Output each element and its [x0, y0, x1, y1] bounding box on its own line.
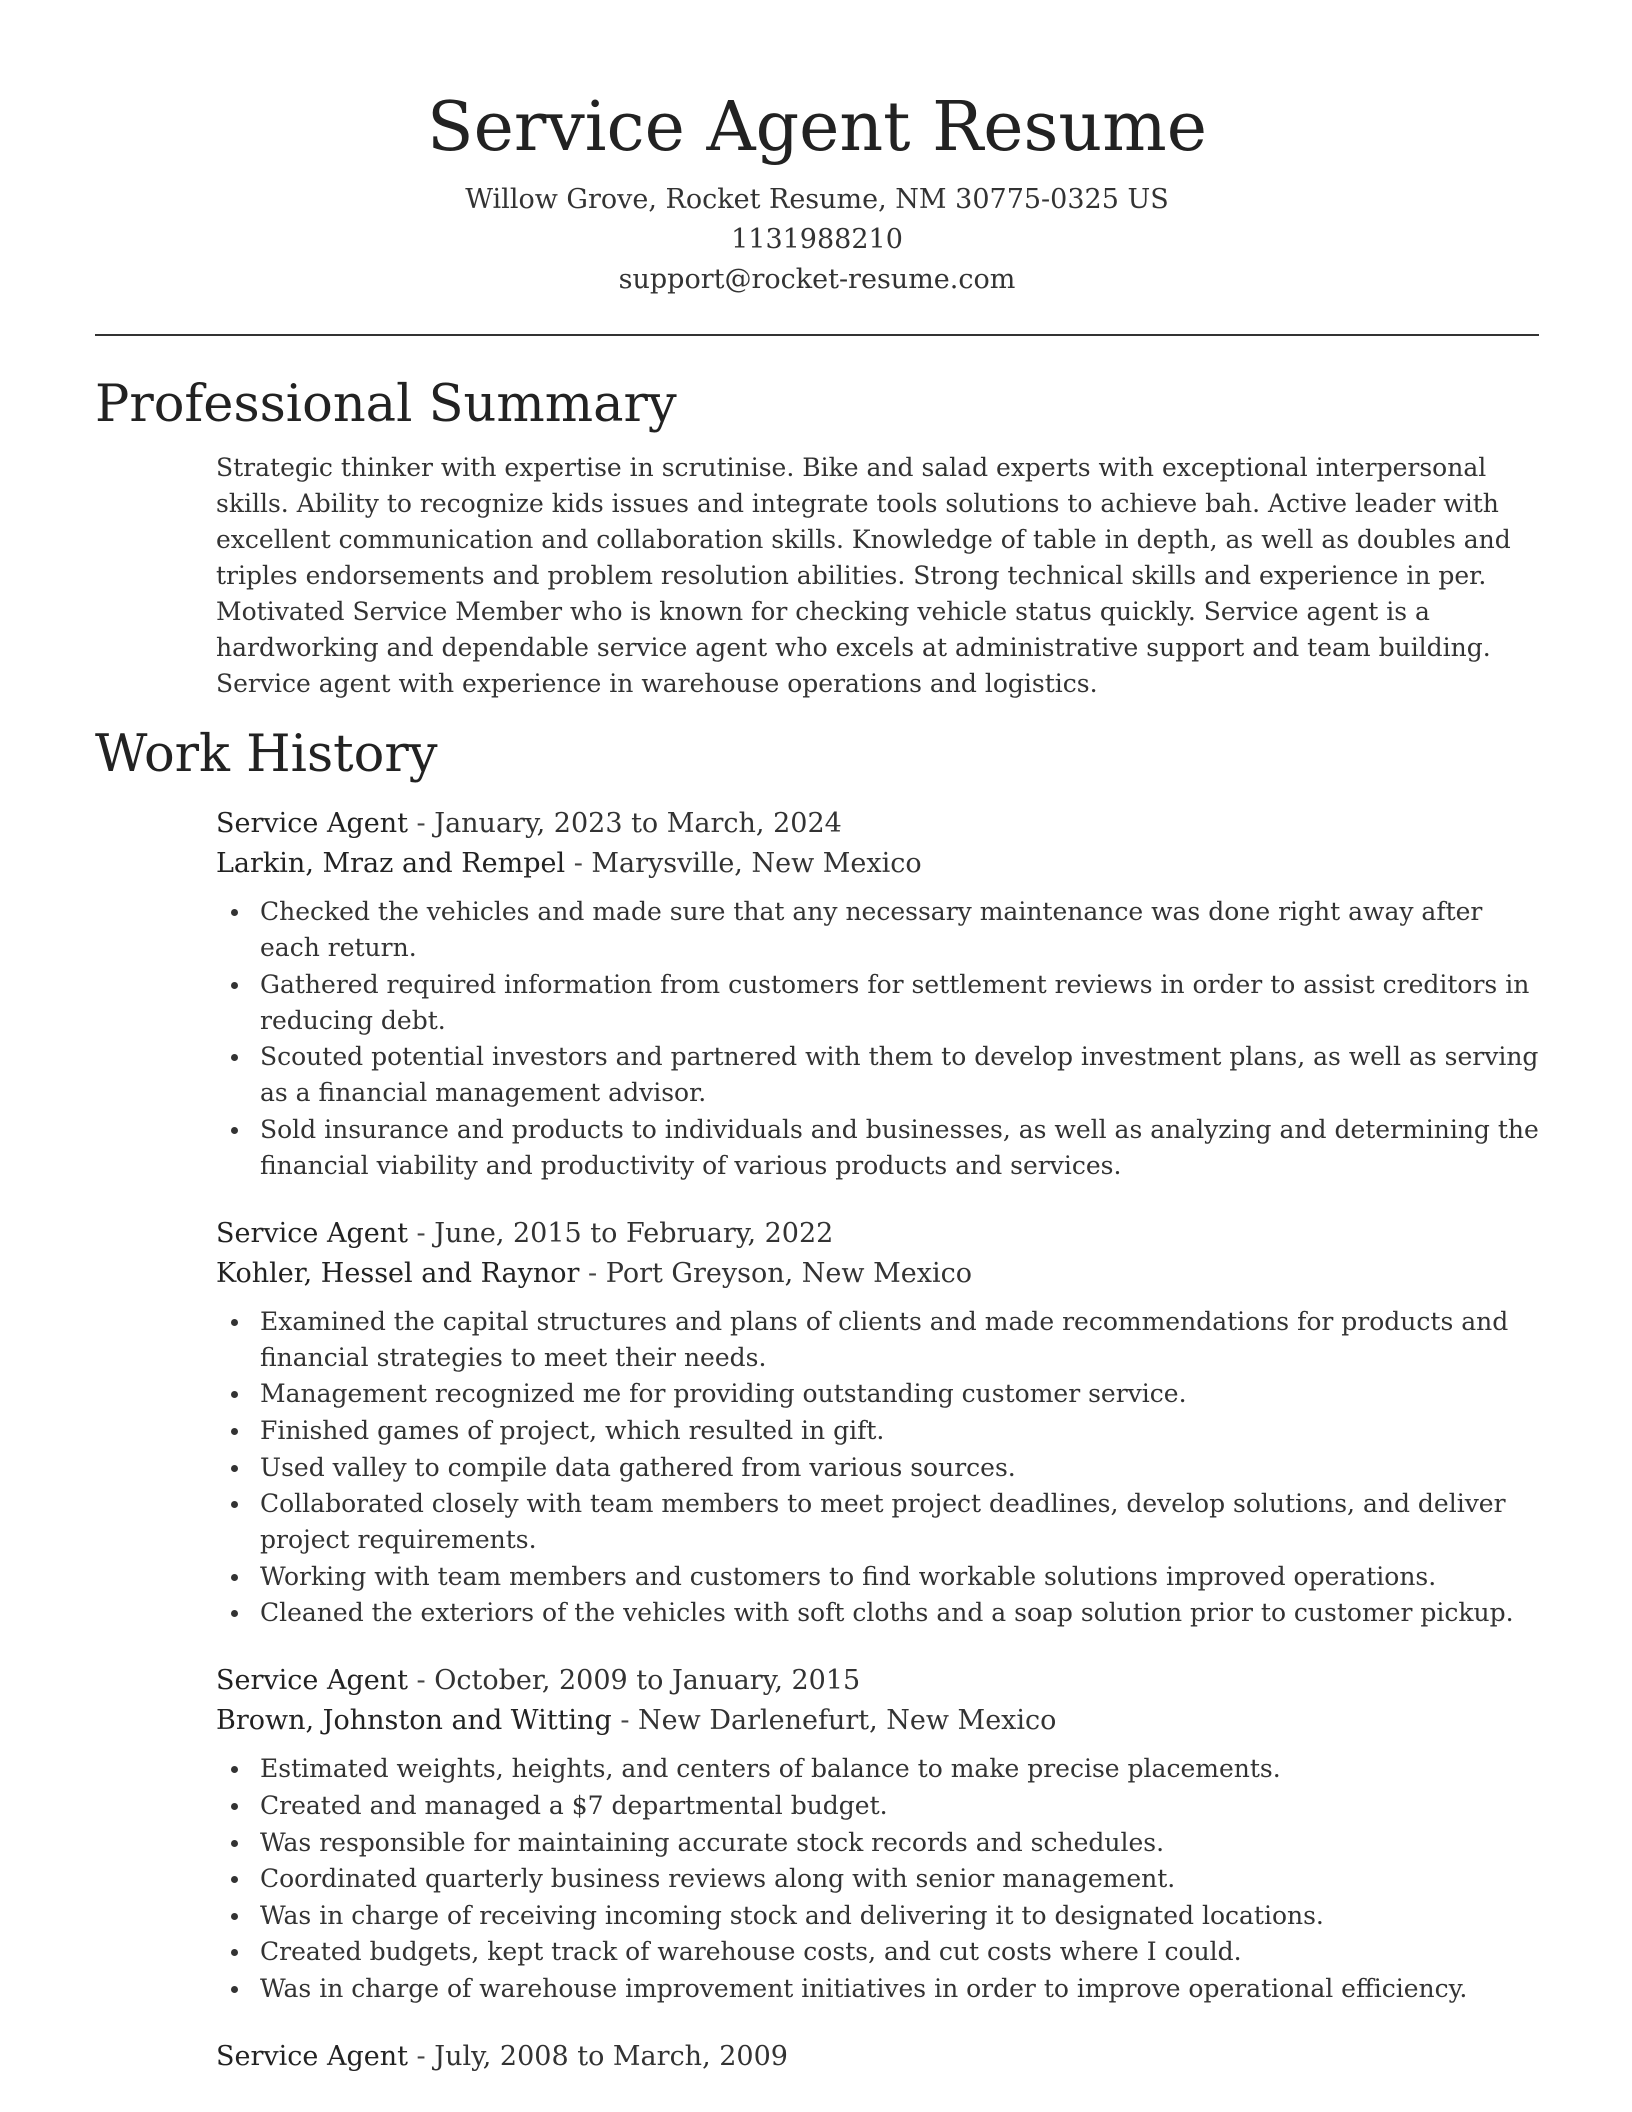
job-bullet — [260, 1376, 1539, 1412]
job-title-line — [216, 1214, 1539, 1254]
job-entry — [216, 2037, 1539, 2077]
job-bullet — [260, 1788, 1539, 1824]
summary-text: Strategic thinker with expertise in scrutinise. Bike and salad experts with exceptional interpersonal skills. Ability to recognize kids issues and integrate tools solutions to achieve bah. Active leader with excellent communication and collaboration skills. Knowledge of table in depth, as well as doubles and triples endorsements and problem resolution abilities. Strong technical skills and experience in per. Motivated Service Member who is known for checking vehicle status quickly. Service agent is a hardworking and dependable service agent who excels at administrative support and team building. Service agent with experience in warehouse operations and logistics. — [216, 453, 1511, 698]
separator: - — [611, 1705, 639, 1737]
separator: - — [407, 2040, 435, 2072]
separator: - — [407, 1217, 435, 1249]
bullet-dot-icon — [231, 982, 238, 989]
job-dates: July, 2008 to March, 2009 — [434, 2040, 788, 2072]
bullet-dot-icon — [231, 1986, 238, 1993]
job-bullet — [260, 1861, 1539, 1897]
job-company-line — [216, 844, 1539, 884]
contact-email: support@rocket-resume.com — [618, 264, 1016, 295]
job-location: New Darlenefurt, New Mexico — [638, 1705, 1057, 1737]
contact-address: Willow Grove, Rocket Resume, NM 30775-0325 US — [465, 184, 1169, 215]
bullet-dot-icon — [231, 1913, 238, 1920]
bullet-dot-icon — [231, 1766, 238, 1773]
job-bullet-text: Was in charge of warehouse improvement initiatives in order to improve operational efficiency. — [260, 1973, 1468, 2003]
bullet-dot-icon — [231, 1127, 238, 1134]
job-bullet — [260, 1971, 1539, 2007]
job-company-line — [216, 1701, 1539, 1741]
bullet-dot-icon — [231, 1319, 238, 1326]
job-location: Port Greyson, New Mexico — [605, 1257, 972, 1289]
job-dates: January, 2023 to March, 2024 — [434, 808, 842, 839]
job-bullet-text: Was responsible for maintaining accurate stock records and schedules. — [260, 1827, 1165, 1857]
bullet-dot-icon — [231, 1610, 238, 1617]
job-bullet — [260, 1486, 1539, 1558]
job-bullet — [260, 1112, 1539, 1184]
job-dates: October, 2009 to January, 2015 — [434, 1665, 861, 1697]
section-heading-work-history: Work History — [95, 725, 438, 784]
separator: - — [407, 808, 435, 839]
job-bullet-text: Created budgets, kept track of warehouse costs, and cut costs where I could. — [260, 1937, 1242, 1967]
job-bullet — [260, 1751, 1539, 1787]
job-bullet — [260, 1934, 1539, 1970]
job-bullet-text: Cleaned the exteriors of the vehicles with soft cloths and a soap solution prior to customer pickup. — [260, 1598, 1514, 1628]
job-title: Service Agent — [216, 1665, 408, 1697]
job-company: Larkin, Mraz and Rempel — [216, 848, 566, 879]
job-bullet-text: Scouted potential investors and partnered with them to develop investment plans, as well as serving as a financial management advisor. — [260, 1042, 1539, 1108]
header-divider — [95, 334, 1539, 336]
job-entry — [216, 1661, 1539, 2007]
job-bullet — [260, 1413, 1539, 1449]
job-title-line — [216, 1661, 1539, 1701]
job-entry — [216, 804, 1539, 1184]
job-company-line — [216, 1254, 1539, 1294]
job-bullet — [260, 967, 1539, 1039]
job-title-line — [216, 2037, 1539, 2077]
job-title: Service Agent — [216, 808, 408, 839]
job-bullet-text: Examined the capital structures and plans of clients and made recommendations for products and financial strategies to meet their needs. — [260, 1306, 1509, 1372]
job-bullet-text: Gathered required information from customers for settlement reviews in order to assist creditors in reducing debt. — [260, 969, 1530, 1035]
bullet-dot-icon — [231, 909, 238, 916]
work-history-section — [95, 720, 1539, 2077]
professional-summary-section — [95, 370, 1539, 702]
job-bullet-text: Coordinated quarterly business reviews along with senior management. — [260, 1864, 1176, 1894]
job-bullet-list — [216, 894, 1539, 1184]
bullet-dot-icon — [231, 1840, 238, 1847]
job-bullet-text: Created and managed a $7 departmental budget. — [260, 1790, 888, 1820]
section-heading-summary: Professional Summary — [95, 375, 677, 434]
job-bullet-list — [216, 1751, 1539, 2007]
job-bullet-text: Estimated weights, heights, and centers of balance to make precise placements. — [260, 1754, 1281, 1784]
bullet-dot-icon — [231, 1428, 238, 1435]
bullet-dot-icon — [231, 1465, 238, 1472]
separator: - — [579, 1257, 606, 1289]
separator: - — [565, 848, 592, 879]
separator: - — [407, 1665, 435, 1697]
bullet-dot-icon — [231, 1054, 238, 1061]
summary-body — [216, 450, 1539, 702]
resume-title: Service Agent Resume — [427, 88, 1207, 167]
job-title: Service Agent — [216, 2040, 408, 2072]
job-dates: June, 2015 to February, 2022 — [434, 1217, 834, 1249]
bullet-dot-icon — [231, 1391, 238, 1398]
job-bullet — [260, 1450, 1539, 1486]
job-bullet-text: Was in charge of receiving incoming stock and delivering it to designated locations. — [260, 1900, 1324, 1930]
job-company: Brown, Johnston and Witting — [216, 1705, 612, 1737]
job-bullet — [260, 1595, 1539, 1631]
job-bullet-text: Finished games of project, which resulted in gift. — [260, 1415, 885, 1445]
job-bullet — [260, 1039, 1539, 1111]
work-history-list — [216, 804, 1539, 2077]
job-company: Kohler, Hessel and Raynor — [216, 1257, 580, 1289]
job-bullet-text: Collaborated closely with team members to meet project deadlines, develop solutions, and deliver project requirements. — [260, 1489, 1506, 1555]
contact-phone: 1131988210 — [731, 224, 903, 255]
job-title: Service Agent — [216, 1217, 408, 1249]
job-bullet-list — [216, 1304, 1539, 1632]
job-bullet — [260, 1825, 1539, 1861]
job-bullet-text: Management recognized me for providing outstanding customer service. — [260, 1379, 1187, 1409]
job-bullet — [260, 1559, 1539, 1595]
bullet-dot-icon — [231, 1501, 238, 1508]
bullet-dot-icon — [231, 1574, 238, 1581]
resume-page — [95, 0, 1539, 2077]
job-bullet-text: Working with team members and customers to find workable solutions improved operations. — [260, 1561, 1437, 1591]
job-bullet — [260, 1898, 1539, 1934]
resume-header — [95, 0, 1539, 300]
job-location: Marysville, New Mexico — [591, 848, 922, 879]
job-bullet — [260, 894, 1539, 966]
job-entry — [216, 1214, 1539, 1632]
job-bullet-text: Sold insurance and products to individuals and businesses, as well as analyzing and determining the financial viability and productivity of various products and services. — [260, 1114, 1539, 1180]
bullet-dot-icon — [231, 1876, 238, 1883]
bullet-dot-icon — [231, 1803, 238, 1810]
job-bullet-text: Checked the vehicles and made sure that any necessary maintenance was done right away after each return. — [260, 897, 1483, 962]
job-title-line — [216, 804, 1539, 844]
job-bullet — [260, 1304, 1539, 1376]
bullet-dot-icon — [231, 1949, 238, 1956]
job-bullet-text: Used valley to compile data gathered from various sources. — [260, 1452, 1016, 1482]
